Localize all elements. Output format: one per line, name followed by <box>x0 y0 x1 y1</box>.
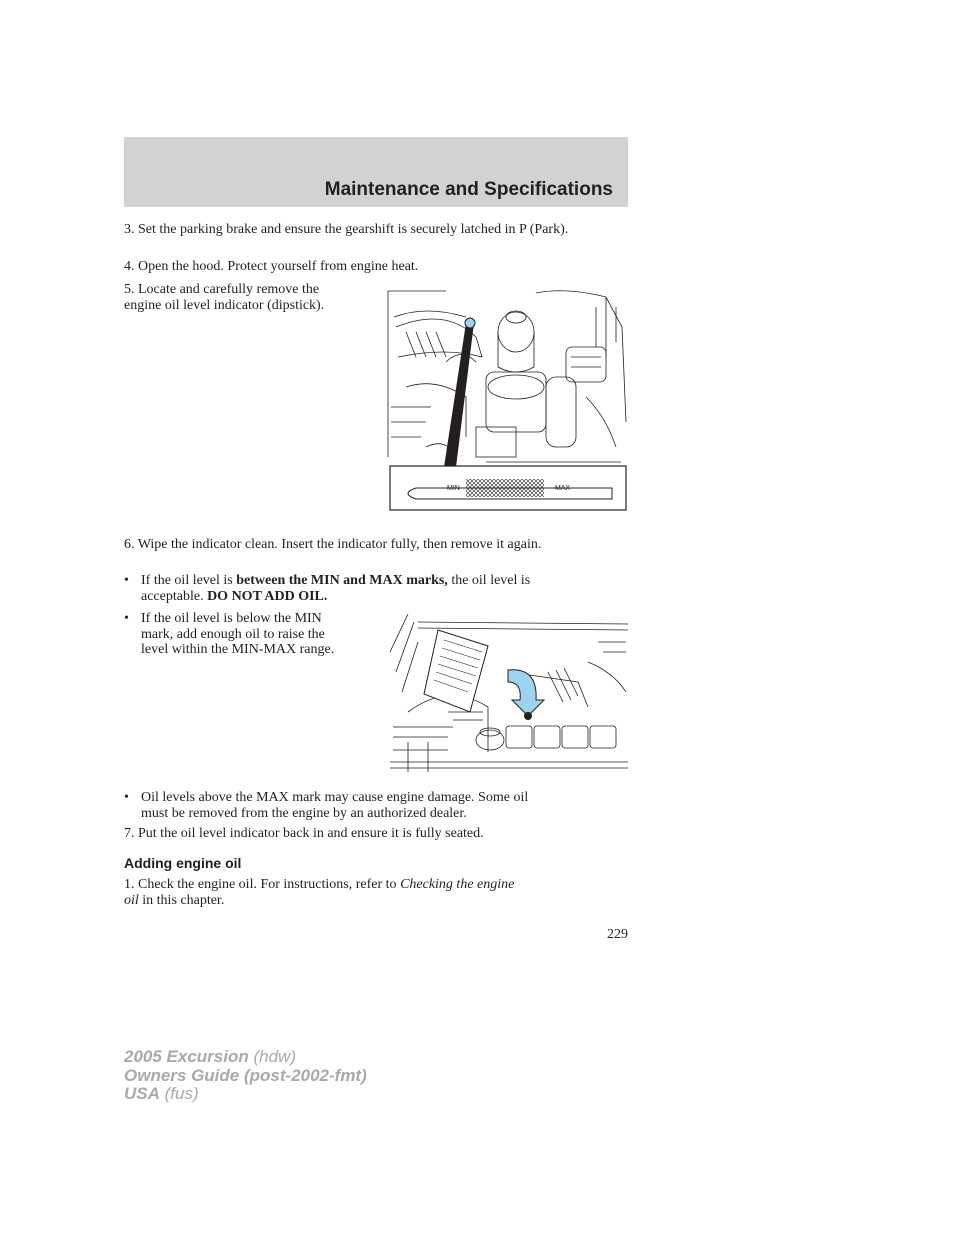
bullet-marker: • <box>124 573 129 588</box>
footer-model: 2005 Excursion <box>124 1047 249 1066</box>
footer-line-1 <box>124 1048 367 1067</box>
bullet-3-line2: must be removed from the engine by an authorized dealer. <box>141 805 467 821</box>
dipstick-max-label: MAX <box>555 485 571 492</box>
bullet-1-warning: DO NOT ADD OIL. <box>207 588 328 604</box>
bullet-marker: • <box>124 790 129 805</box>
footer-line-2 <box>124 1067 367 1086</box>
footer-line-3 <box>124 1085 367 1104</box>
bullet-2-line3: level within the MIN-MAX range. <box>141 642 335 657</box>
footer-model-code: (hdw) <box>248 1047 296 1066</box>
step-5 <box>124 282 374 313</box>
engine-dipstick-illustration <box>386 287 630 513</box>
bullet-text <box>141 573 530 604</box>
bullet-acceptable-level <box>124 573 628 605</box>
bullet-1-bold: between the MIN and MAX marks, <box>236 573 448 588</box>
add-oil-illustration <box>388 612 630 774</box>
bullet-text <box>141 611 334 658</box>
bullet-1-pre: If the oil level is <box>141 573 237 588</box>
bullet-1-line2: acceptable. <box>141 588 208 604</box>
bullet-2-line2: mark, add enough oil to raise the <box>141 626 325 642</box>
bullet-1-post: the oil level is <box>447 573 531 588</box>
adding-oil-heading: Adding engine oil <box>124 855 242 871</box>
adding-step-1-pre: 1. Check the engine oil. For instructions, refer to <box>124 877 401 892</box>
adding-step-1-post: in this chapter. <box>138 892 225 908</box>
step-7: 7. Put the oil level indicator back in and ensure it is fully seated. <box>124 826 484 841</box>
step-5-line-2: engine oil level indicator (dipstick). <box>124 297 325 313</box>
step-6: 6. Wipe the indicator clean. Insert the indicator fully, then remove it again. <box>124 537 542 552</box>
page-number: 229 <box>607 927 628 942</box>
document-footer <box>124 1048 367 1104</box>
dipstick-min-label: MIN <box>447 485 460 492</box>
footer-market: USA <box>124 1084 160 1103</box>
bullet-marker: • <box>124 611 129 626</box>
bullet-text <box>141 790 528 821</box>
adding-step-1-ref-cont: oil <box>124 892 139 908</box>
section-header-band <box>124 137 628 207</box>
section-title: Maintenance and Specifications <box>324 179 613 200</box>
footer-market-code: (fus) <box>159 1084 199 1103</box>
bullet-above-max <box>124 790 628 822</box>
footer-guide: Owners Guide (post-2002-fmt) <box>124 1065 367 1085</box>
adding-step-1 <box>124 877 628 908</box>
step-3: 3. Set the parking brake and ensure the gearshift is securely latched in P (Park). <box>124 222 569 237</box>
step-5-line-1: 5. Locate and carefully remove the <box>124 282 320 297</box>
bullet-2-line1: If the oil level is below the MIN <box>141 611 322 626</box>
bullet-3-line1: Oil levels above the MAX mark may cause engine damage. Some oil <box>141 790 529 805</box>
step-4: 4. Open the hood. Protect yourself from engine heat. <box>124 259 419 274</box>
adding-step-1-ref: Checking the engine <box>400 877 515 892</box>
